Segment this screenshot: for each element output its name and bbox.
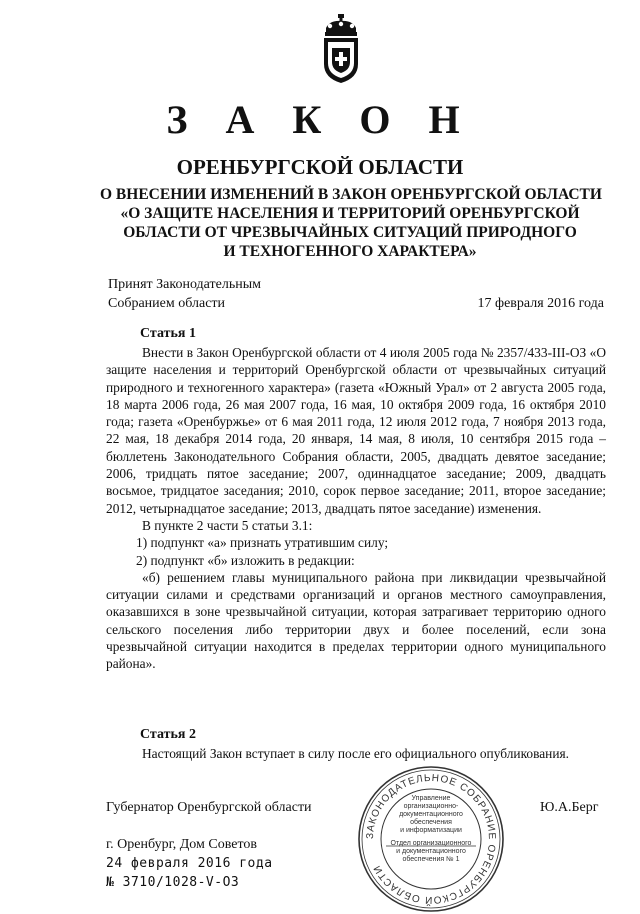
article-1-heading: Статья 1 <box>140 326 196 341</box>
region-title: ОРЕНБУРГСКОЙ ОБЛАСТИ <box>176 155 464 179</box>
article-1-body <box>106 344 606 673</box>
stamp-ring-text: ЗАКОНОДАТЕЛЬНОЕ СОБРАНИЕ ОРЕНБУРГСКОЙ ОБЛАСТИ <box>364 772 498 906</box>
subtitle-line: «О ЗАЩИТЕ НАСЕЛЕНИЯ И ТЕРРИТОРИЙ ОРЕНБУРГСКОЙ <box>120 205 580 222</box>
stamp-line: обеспечения <box>410 819 452 826</box>
adoption-line: Принят Законодательным <box>108 277 261 292</box>
stamp-inner-text <box>384 795 478 864</box>
stamp-line: обеспечения № 1 <box>402 856 460 863</box>
stamp-line: организационно- <box>403 803 459 810</box>
document-type-title: З А К О Н <box>166 97 474 142</box>
signatory-position: Губернатор Оренбургской области <box>106 800 312 815</box>
article-1-intro: Внести в Закон Оренбургской области от 4 июля 2005 года № 2357/433-III-ОЗ «О защите населения и территорий Оренбургской области от чрезвычайных ситуаций природного и техногенного характера» (газета «Южный Урал» от 2 августа 2005 года, 18 марта 2006 года, 26 мая 2007 года, 16 мая, 10 октября 2009 года, 16 октября 2010 года; газета «Оренбуржье» от 6 мая 2011 года, 12 июля 2012 года, 7 ноября 2013 года, 22 мая, 18 декабря 2014 года, 20 января, 14 мая, 8 июля, 10 сентября 2015 года – бюллетень Законодательного Собрания области, 2005, двадцать девятое заседание; 2006, тридцать пятое заседание; 2007, одиннадцатое заседание; 2009, двадцать восьмое, тридцатое заседания; 2010, сорок первое заседание; 2011, второе заседание; 2012, четырнадцатое заседание; 2013, двадцать пятое заседание) изменения. <box>106 345 606 516</box>
stamp-line: и информатизации <box>400 827 462 834</box>
law-number: № 3710/1028-V-ОЗ <box>106 875 240 890</box>
article-1-quote: «б) решением главы муниципального района при ликвидации чрезвычайной ситуации силами и средствами организаций и органов местного самоуправления, оказавшихся в зоне чрезвычайной ситуации, которая затрагивает территорию одного сельского поселения либо территории двух и более поселений, если зона чрезвычайной ситуации находится в пределах территории одного муниципального района». <box>106 569 606 672</box>
adoption-date: 17 февраля 2016 года <box>477 296 604 311</box>
adoption-note <box>108 275 261 313</box>
article-1-point: В пункте 2 части 5 статьи 3.1: <box>142 517 313 533</box>
law-subtitle <box>100 185 600 261</box>
list-item: 1) подпункт «а» признать утратившим силу; <box>136 535 389 551</box>
article-2-body <box>106 745 606 762</box>
coat-of-arms-emblem <box>318 14 364 84</box>
signing-place: г. Оренбург, Дом Советов <box>106 837 257 852</box>
adoption-line: Собранием области <box>108 296 226 311</box>
signatory-name: Ю.А.Берг <box>540 800 599 815</box>
stamp-line: Отдел организационного <box>390 840 472 847</box>
subtitle-line: И ТЕХНОГЕННОГО ХАРАКТЕРА» <box>223 243 477 260</box>
stamp-line: Управление <box>411 795 451 802</box>
list-item: 2) подпункт «б» изложить в редакции: <box>136 552 355 568</box>
article-2-text: Настоящий Закон вступает в силу после его официального опубликования. <box>142 746 570 761</box>
stamp-line: документационного <box>399 811 463 818</box>
article-2-heading: Статья 2 <box>140 727 196 742</box>
stamp-line: и документационного <box>396 848 466 855</box>
signing-date: 24 февраля 2016 года <box>106 856 273 871</box>
subtitle-line: О ВНЕСЕНИИ ИЗМЕНЕНИЙ В ЗАКОН ОРЕНБУРГСКОЙ ОБЛАСТИ <box>100 186 602 203</box>
subtitle-line: ОБЛАСТИ ОТ ЧРЕЗВЫЧАЙНЫХ СИТУАЦИЙ ПРИРОДНОГО <box>123 224 577 241</box>
